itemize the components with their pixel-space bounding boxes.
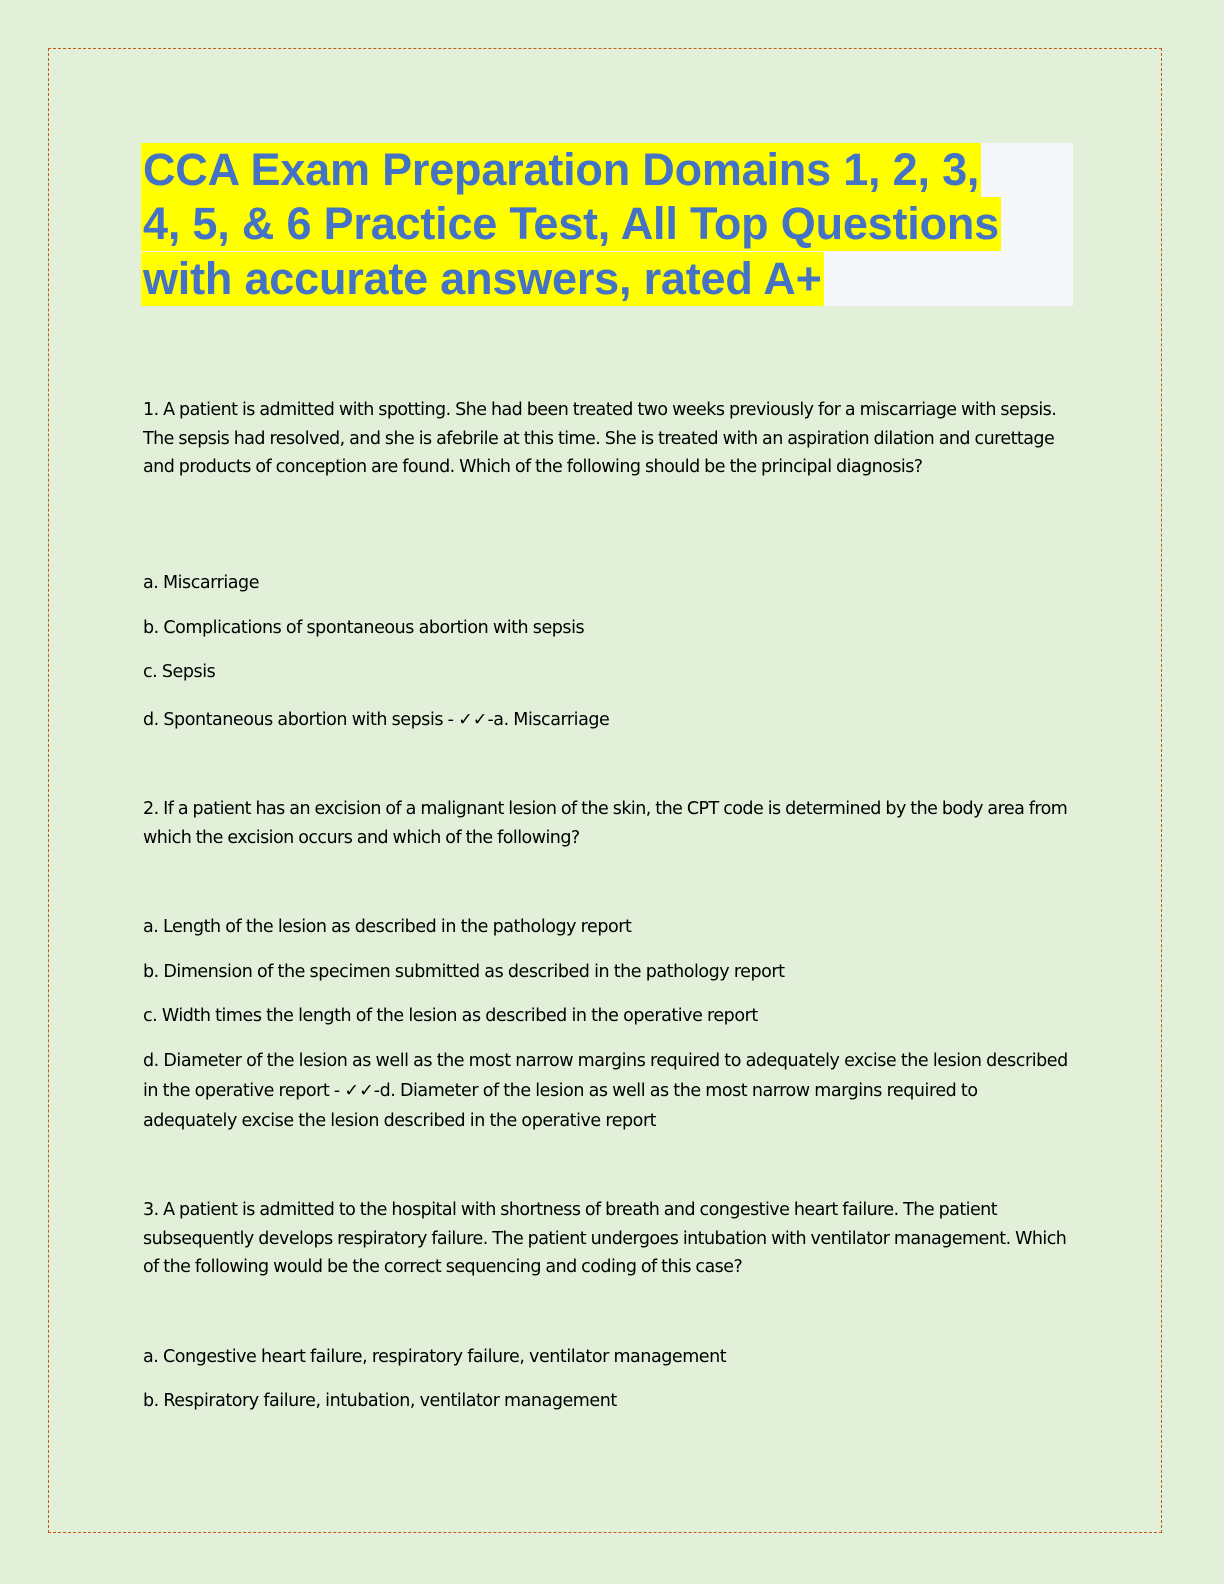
question-1-answer: -a. Miscarriage	[487, 710, 610, 730]
double-checkmark-icon: ✓✓	[458, 710, 488, 730]
double-checkmark-icon: ✓✓	[344, 1081, 374, 1101]
question-1-option-d	[143, 706, 1073, 734]
question-2-option-b: b. Dimension of the specimen submitted as described in the pathology report	[143, 962, 785, 982]
title-line-3: with accurate answers, rated A+	[143, 253, 822, 304]
question-3-option-a: a. Congestive heart failure, respiratory failure, ventilator management	[143, 1347, 727, 1367]
question-3-text: 3. A patient is admitted to the hospital with shortness of breath and congestive heart failure. The patient subsequently develops respiratory failure. The patient undergoes intubation with ventilator management. Which of the following would be the correct sequencing and coding of this case?	[143, 1200, 1067, 1277]
question-3-option-b: b. Respiratory failure, intubation, ventilator management	[143, 1391, 617, 1411]
question-2-option-c: c. Width times the length of the lesion as described in the operative report	[143, 1006, 758, 1026]
question-2-option-d-text: d. Diameter of the lesion as well as the most narrow margins required to adequately excise the lesion described in the operative report -	[143, 1051, 1068, 1101]
document-title	[141, 143, 1073, 306]
question-2-option-d	[143, 1046, 1073, 1136]
question-1-text: 1. A patient is admitted with spotting. She had been treated two weeks previously for a miscarriage with sepsis. The sepsis had resolved, and she is afebrile at this time. She is treated with an aspiration dilation and curettage and products of conception are found. Which of the following should be the principal diagnosis?	[143, 400, 1057, 477]
question-1-option-c: c. Sepsis	[143, 662, 216, 682]
question-2-text: 2. If a patient has an excision of a malignant lesion of the skin, the CPT code is determined by the body area from which the excision occurs and which of the following?	[143, 799, 1068, 848]
question-1-option-a: a. Miscarriage	[143, 573, 260, 593]
question-2-option-a: a. Length of the lesion as described in the pathology report	[143, 917, 632, 937]
question-1-option-b: b. Complications of spontaneous abortion with sepsis	[143, 618, 585, 638]
question-2-answer: -d. Diameter of the lesion as well as the most narrow margins required to adequately excise the lesion described in the operative report	[143, 1081, 978, 1131]
title-line-2: 4, 5, & 6 Practice Test, All Top Questions	[143, 198, 1000, 249]
question-1-option-d-text: d. Spontaneous abortion with sepsis -	[143, 710, 459, 730]
title-line-1: CCA Exam Preparation Domains 1, 2, 3,	[143, 144, 980, 195]
